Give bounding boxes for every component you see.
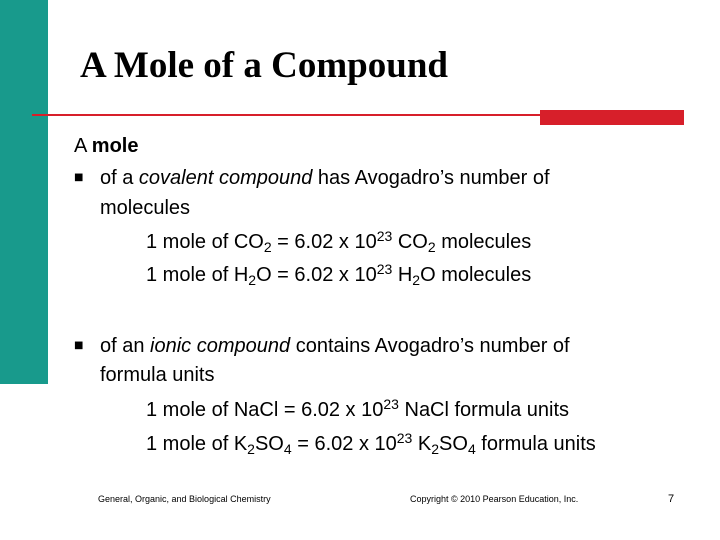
bullet-italic-term: covalent compound [138,167,313,189]
example-k2so4 [146,432,596,456]
subscript: 2 [247,441,255,457]
subscript: 2 [248,272,257,288]
slide-title: A Mole of a Compound [80,45,448,86]
example-text: O = 6.02 x 10 [256,264,377,286]
subscript: 2 [263,239,272,255]
superscript: 23 [383,396,399,412]
square-bullet-icon: ■ [74,172,84,183]
example-text: H [392,264,413,286]
bullet-text: of an [100,335,151,357]
intro-bold-term: mole [91,135,139,157]
subscript: 2 [412,272,421,288]
superscript: 23 [376,228,393,244]
intro-line [74,134,138,158]
example-text: molecules [435,231,532,253]
example-text: 1 mole of K [146,433,248,455]
bullet-ionic [100,334,570,358]
example-text: SO [254,433,284,455]
footer-course-title: General, Organic, and Biological Chemistry [98,494,271,504]
example-text: 1 mole of H [146,264,249,286]
example-text: 1 mole of CO [146,231,264,253]
bullet-text: has Avogadro’s number of [312,167,550,189]
footer-copyright: Copyright © 2010 Pearson Education, Inc. [410,494,579,504]
example-text: SO [439,433,468,455]
example-text: O molecules [420,264,532,286]
example-text: NaCl formula units [398,399,569,421]
bullet-text: contains Avogadro’s number of [290,335,570,357]
superscript: 23 [396,430,413,446]
example-text: K [412,433,432,455]
example-co2 [146,230,531,254]
bullet-covalent [100,166,550,190]
title-rule-block [540,110,684,125]
example-text: formula units [475,433,596,455]
subscript: 2 [427,239,436,255]
example-nacl [146,398,569,422]
example-h2o [146,263,531,287]
intro-text: A [74,135,92,157]
bullet-ionic-cont: formula units [100,364,215,386]
subscript: 2 [431,441,440,457]
square-bullet-icon: ■ [74,340,84,351]
left-accent-bar [0,0,48,384]
subscript: 4 [467,441,476,457]
example-text: CO [392,231,428,253]
bullet-italic-term: ionic compound [150,335,291,357]
bullet-text: of a [100,167,139,189]
example-text: 1 mole of NaCl = 6.02 x 10 [146,399,384,421]
bullet-covalent-cont: molecules [100,197,191,219]
example-text: = 6.02 x 10 [271,231,377,253]
page-number: 7 [668,493,675,505]
example-text: = 6.02 x 10 [291,433,397,455]
superscript: 23 [376,261,393,277]
subscript: 4 [283,441,292,457]
